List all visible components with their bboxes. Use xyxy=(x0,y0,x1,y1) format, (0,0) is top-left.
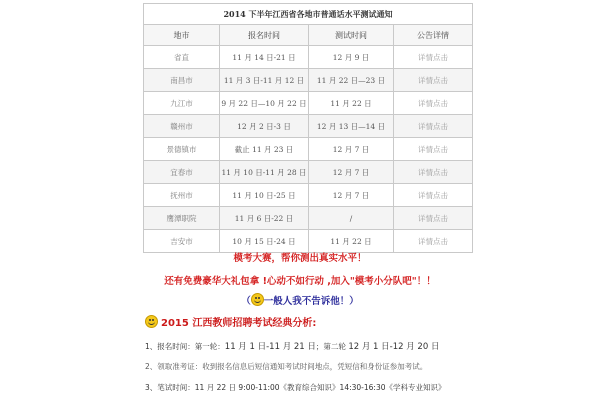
item1-round1: 11 月 1 日-11 月 21 日 xyxy=(224,342,316,352)
table-row xyxy=(144,138,473,161)
details-link[interactable]: 详情点击 xyxy=(394,92,473,115)
details-link[interactable]: 详情点击 xyxy=(394,115,473,138)
city-cell: 抚州市 xyxy=(144,184,220,207)
city-cell: 赣州市 xyxy=(144,115,220,138)
test-time-cell: 12 月 9 日 xyxy=(309,46,394,69)
item1-prefix: 1、报名时间：第一轮： xyxy=(145,342,225,351)
city-cell: 鹰潭职院 xyxy=(144,207,220,230)
header-city: 地市 xyxy=(144,25,220,46)
details-link[interactable]: 详情点击 xyxy=(394,230,473,253)
table-row xyxy=(144,184,473,207)
test-time-cell: 12 月 7 日 xyxy=(309,138,394,161)
table-header-row xyxy=(144,25,473,46)
test-time-cell: 11 月 22 日—23 日 xyxy=(309,69,394,92)
registration-cell: 11 月 6 日-22 日 xyxy=(220,207,309,230)
table-row xyxy=(144,92,473,115)
registration-cell: 10 月 15 日-24 日 xyxy=(220,230,309,253)
test-time-cell: 12 月 7 日 xyxy=(309,161,394,184)
city-cell: 省直 xyxy=(144,46,220,69)
city-cell: 景德镇市 xyxy=(144,138,220,161)
promo-line-3-open: （ xyxy=(241,296,251,307)
table-row xyxy=(144,115,473,138)
registration-cell: 12 月 2 日-3 日 xyxy=(220,115,309,138)
details-link[interactable]: 详情点击 xyxy=(394,161,473,184)
registration-cell: 11 月 10 日-25 日 xyxy=(220,184,309,207)
details-link[interactable]: 详情点击 xyxy=(394,69,473,92)
info-item-registration xyxy=(145,340,439,352)
test-time-cell: 12 月 13 日—14 日 xyxy=(309,115,394,138)
table-row xyxy=(144,207,473,230)
smiley-icon xyxy=(145,315,158,328)
item1-round2: 12 月 1 日-12 月 20 日 xyxy=(348,342,440,352)
promo-line-2[interactable]: 还有免费豪华大礼包拿 !心动不如行动 ,加入"模考小分队吧"！！ xyxy=(164,276,436,287)
table-body xyxy=(144,46,473,253)
info-item-exam-time: 3、笔试时间：11 月 22 日 9:00-11:00《教育综合知识》14:30-16:30《学科专业知识》 xyxy=(145,383,446,392)
city-cell: 宜春市 xyxy=(144,161,220,184)
registration-cell: 11 月 10 日-11 月 28 日 xyxy=(220,161,309,184)
registration-cell: 9 月 22 日—10 月 22 日 xyxy=(220,92,309,115)
table-title-row xyxy=(144,4,473,25)
city-cell: 吉安市 xyxy=(144,230,220,253)
item1-mid: ；第二轮 xyxy=(315,342,349,351)
test-time-cell: 11 月 22 日 xyxy=(309,230,394,253)
promo-line-3[interactable] xyxy=(0,293,600,307)
table-title: 2014 下半年江西省各地市普通话水平测试通知 xyxy=(144,4,473,25)
details-link[interactable]: 详情点击 xyxy=(394,46,473,69)
table-row xyxy=(144,46,473,69)
header-details: 公告详情 xyxy=(394,25,473,46)
test-time-cell: 12 月 7 日 xyxy=(309,184,394,207)
exam-notice-table xyxy=(143,3,473,253)
table-row xyxy=(144,69,473,92)
details-link[interactable]: 详情点击 xyxy=(394,207,473,230)
header-test: 测试时间 xyxy=(309,25,394,46)
details-link[interactable]: 详情点击 xyxy=(394,138,473,161)
promo-line-1[interactable]: 模考大赛，帮你测出真实水平！ xyxy=(233,253,367,264)
smiley-icon xyxy=(251,293,264,306)
registration-cell: 截止 11 月 23 日 xyxy=(220,138,309,161)
promo-line-3-text: 一般人我不告诉他！） xyxy=(263,296,359,307)
registration-cell: 11 月 14 日-21 日 xyxy=(220,46,309,69)
test-time-cell: / xyxy=(309,207,394,230)
test-time-cell: 11 月 22 日 xyxy=(309,92,394,115)
section-title-text: 2015 江西教师招聘考试经典分析: xyxy=(161,318,317,329)
city-cell: 南昌市 xyxy=(144,69,220,92)
info-item-admission: 2、领取准考证：收到报名信息后短信通知考试时间地点，凭短信和身份证参加考试。 xyxy=(145,362,428,371)
registration-cell: 11 月 3 日-11 月 12 日 xyxy=(220,69,309,92)
header-registration: 报名时间 xyxy=(220,25,309,46)
section-title xyxy=(145,314,316,329)
table-row xyxy=(144,161,473,184)
city-cell: 九江市 xyxy=(144,92,220,115)
details-link[interactable]: 详情点击 xyxy=(394,184,473,207)
